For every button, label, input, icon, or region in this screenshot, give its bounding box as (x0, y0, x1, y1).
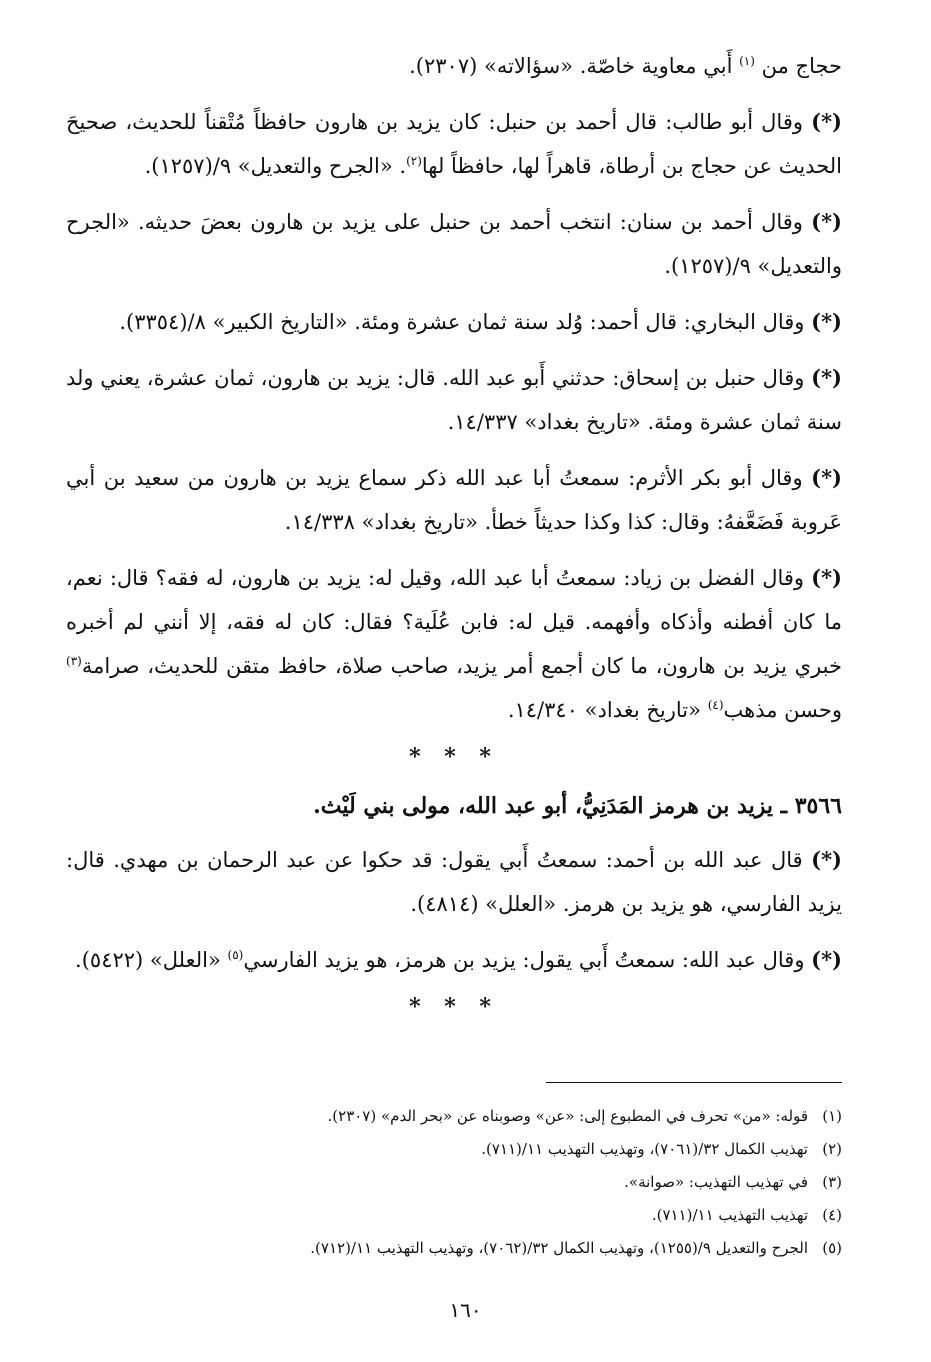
paragraph-4 (66, 300, 842, 344)
footnote-divider (546, 1082, 842, 1083)
footnote-number: (٥) (822, 1239, 842, 1257)
footnote (100, 1100, 842, 1133)
paragraph-text: وقال أبو بكر الأثرم: سمعتُ أبا عبد الله ذكر سماع يزيد بن هارون من سعيد بن أبي عَروبة فَضَعَّفهُ: وقال: كذا وكذا حديثاً خطأ. «تاريخ بغداد» ١٤/٣٣٨. (66, 466, 842, 534)
footnote-text: قوله: «من» تحرف في المطبوع إلى: «عن» وصوبناه عن «بحر الدم» (٢٣٠٧). (327, 1107, 808, 1125)
footnote-ref: (٤) (707, 698, 724, 712)
section-separator: * * * (409, 994, 499, 1020)
footnote-ref: (٣) (66, 654, 82, 668)
entry-marker: (*) (811, 309, 842, 334)
footnote-text: في تهذيب التهذيب: «صوانة». (624, 1173, 808, 1191)
paragraph-5 (66, 356, 842, 444)
paragraph-text: وقال حنبل بن إسحاق: حدثني أَبو عبد الله. قال: يزيد بن هارون، ثمان عشرة، يعني ولد سنة ثمان عشرة ومئة. «تاريخ بغداد» ١٤/٣٣٧. (66, 366, 842, 434)
footnote-number: (٣) (822, 1173, 842, 1191)
footnotes (100, 1100, 842, 1265)
paragraph-text: «العلل» (٥٤٢٢). (75, 948, 228, 972)
entry-marker: (*) (811, 209, 842, 234)
footnote-text: الجرح والتعديل ٩/(١٢٥٥)، وتهذيب الكمال ٣٢/(٧٠٦٢)، وتهذيب التهذيب ١١/(٧١٢). (310, 1239, 808, 1257)
entry-marker: (*) (811, 947, 842, 972)
paragraph-text: حجاج من (754, 54, 842, 78)
paragraph-text: قال عبد الله بن أحمد: سمعتُ أَبي يقول: قد حكوا عن عبد الرحمان بن مهدي. قال: يزيد الفارسي، هو يزيد بن هرمز. «العلل» (٤٨١٤). (66, 848, 842, 916)
entry-marker: (*) (811, 847, 842, 872)
footnote-ref: (١) (739, 54, 755, 68)
page-number: ١٦٠ (449, 1298, 482, 1322)
paragraph-1 (66, 44, 842, 88)
footnote-text: تهذيب الكمال ٣٢/(٧٠٦١)، وتهذيب التهذيب ١١/(٧١١). (481, 1140, 808, 1158)
paragraph-3 (66, 200, 842, 288)
footnote-number: (١) (822, 1107, 842, 1125)
paragraph-text: أَبي معاوية خاصّة. «سؤالاته» (٢٣٠٧). (409, 54, 740, 78)
paragraph-text: وقال أبو طالب: قال أحمد بن حنبل: كان يزيد بن هارون حافظاً مُتْقناً للحديث، صحيحَ الحديث عن حجاج بن أرطاة، قاهراً لها، حافظاً لها (66, 110, 842, 178)
footnote-ref: (٥) (227, 948, 244, 962)
paragraph-text: . «الجرح والتعديل» ٩/(١٢٥٧). (144, 154, 407, 178)
entry-marker: (*) (811, 465, 842, 490)
entry-paragraph-2 (66, 938, 842, 982)
footnote-ref: (٢) (406, 154, 422, 168)
footnote (100, 1133, 842, 1166)
entry-marker: (*) (811, 109, 842, 134)
entry-paragraph-1 (66, 838, 842, 926)
entry-heading: ٣٥٦٦ ـ يزيد بن هرمز المَدَنِيُّ، أبو عبد الله، مولى بني لَيْث. (313, 793, 842, 819)
paragraph-text: وحسن مذهب (723, 698, 842, 722)
paragraph-text: وقال البخاري: قال أحمد: وُلد سنة ثمان عشرة ومئة. «التاريخ الكبير» ٨/(٣٣٥٤). (119, 310, 812, 334)
footnote (100, 1166, 842, 1199)
paragraph-text: وقال أحمد بن سنان: انتخب أحمد بن حنبل على يزيد بن هارون بعضَ حديثه. «الجرح والتعديل» ٩/(١٢٥٧). (66, 210, 842, 278)
footnote-number: (٤) (822, 1206, 842, 1224)
entry-marker: (*) (811, 565, 842, 590)
footnote (100, 1232, 842, 1265)
section-separator: * * * (409, 744, 499, 770)
footnote-text: تهذيب التهذيب ١١/(٧١١). (651, 1206, 808, 1224)
paragraph-text: «تاريخ بغداد» ١٤/٣٤٠. (507, 698, 708, 722)
paragraph-text: وقال الفضل بن زياد: سمعتُ أبا عبد الله، وقيل له: يزيد بن هارون، له فقه؟ قال: نعم، ما كان أفطنه وأذكاه وأفهمه. قيل له: فابن عُلَية؟ فقال: كان له فقه، إلا أنني لم أخبره خبري يزيد بن هارون، ما كان أجمع أمر يزيد، صاحب صلاة، حافظ متقن للحديث، صرامة (66, 566, 842, 678)
paragraph-text: وقال عبد الله: سمعتُ أَبي يقول: يزيد بن هرمز، هو يزيد الفارسي (243, 948, 812, 972)
page-body (66, 44, 842, 1034)
entry-marker: (*) (811, 365, 842, 390)
footnote-number: (٢) (822, 1140, 842, 1158)
paragraph-6 (66, 456, 842, 544)
paragraph-7 (66, 556, 842, 732)
paragraph-2 (66, 100, 842, 188)
footnote (100, 1199, 842, 1232)
